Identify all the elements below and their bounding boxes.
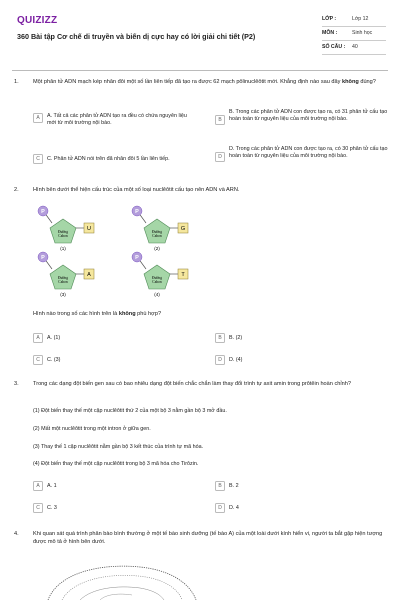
- nucleotide-1: [36, 205, 106, 255]
- option-a[interactable]: [33, 333, 60, 343]
- option-text: C. Phân tử ADN nói trên đã nhân đôi 5 lần liên tiếp.: [47, 156, 170, 162]
- option-letter-box: B: [215, 115, 225, 125]
- option-text: D. (4): [229, 357, 243, 363]
- document-meta: [322, 13, 386, 55]
- question-text-part: đúng?: [358, 79, 376, 85]
- nucleotide-diagram: [130, 251, 200, 297]
- document-title: 360 Bài tập Cơ chế di truyền và biến dị cực hay có lời giải chi tiết (P2): [17, 32, 256, 41]
- nucleotide-caption: (2): [154, 246, 160, 251]
- option-b[interactable]: [215, 333, 242, 343]
- option-c[interactable]: [33, 154, 213, 164]
- statement-4: (4) Đột biến thay thế một cặp nuclêôtit trong bộ 3 mã hóa cho Tirôzin.: [33, 461, 199, 467]
- nitrogen-base-label: A: [87, 272, 91, 278]
- option-c[interactable]: [33, 503, 57, 513]
- nucleotide-caption: (3): [60, 292, 66, 297]
- sugar-label: Cabon: [152, 234, 162, 238]
- option-b[interactable]: [215, 481, 239, 491]
- option-text: A. Tất cả các phân tử ADN tạo ra đều có chứa nguyên liệu mới từ môi trường nội bào.: [47, 113, 187, 127]
- option-letter-box: A: [33, 113, 43, 123]
- option-letter-box: A: [33, 481, 43, 491]
- question-text: Hình bên dưới thể hiện cấu trúc của một số loại nuclêôtit cấu tạo nên ADN và ARN.: [33, 187, 240, 193]
- option-d[interactable]: [215, 146, 390, 162]
- question-number: 3.: [14, 381, 19, 387]
- meta-class-value: Lớp 12: [352, 15, 369, 22]
- cell-division-figure: [40, 563, 200, 600]
- header-divider: [12, 70, 388, 71]
- meta-class-label: LỚP :: [322, 15, 337, 22]
- option-text: B. (2): [229, 335, 243, 341]
- question-number: 4.: [14, 531, 19, 537]
- sugar-label: Cabon: [58, 234, 68, 238]
- nitrogen-base-label: U: [87, 226, 91, 232]
- statement-1: (1) Đột biến thay thế một cặp nuclêôtit thứ 2 của một bộ 3 nằm gần bộ 3 mở đầu.: [33, 408, 227, 414]
- sugar-label: Cabon: [58, 280, 68, 284]
- document-header: [0, 0, 400, 64]
- question-text-emphasis: không: [342, 79, 359, 85]
- option-letter-box: C: [33, 355, 43, 365]
- phosphate-label: P: [135, 209, 139, 215]
- meta-count-value: 40: [352, 43, 358, 50]
- option-text: D. Trong các phân tử ADN con được tạo ra, có 30 phân tử cấu tạo hoàn toàn từ nguyên liệu của môi trường nội bào.: [229, 146, 388, 160]
- option-text: D. 4: [229, 505, 239, 511]
- option-letter-box: D: [215, 152, 225, 162]
- sugar-label: Đường: [57, 276, 69, 280]
- sugar-label: Đường: [151, 276, 163, 280]
- option-d[interactable]: [215, 355, 242, 365]
- nitrogen-base-label: G: [180, 226, 186, 232]
- meta-subject-label: MÔN :: [322, 29, 338, 36]
- option-letter-box: C: [33, 503, 43, 513]
- nucleotide-diagram: [130, 205, 200, 251]
- option-text: A. (1): [47, 335, 61, 341]
- phosphate-label: P: [41, 255, 45, 261]
- option-text: B. Trong các phân tử ADN con được tạo ra, có 31 phân tử cấu tạo hoàn toàn từ nguyên liệu của môi trường nội bào.: [229, 109, 388, 123]
- meta-class: [322, 13, 386, 27]
- meta-count: [322, 41, 386, 55]
- question-text: [33, 79, 388, 87]
- statement-2: (2) Mất một nuclêôtit trong một intron ở giữa gen.: [33, 426, 151, 432]
- nucleotide-caption: (4): [154, 292, 160, 297]
- phosphate-label: P: [135, 255, 139, 261]
- option-letter-box: D: [215, 503, 225, 513]
- meta-count-label: SỐ CÂU :: [322, 43, 346, 50]
- option-b[interactable]: [215, 109, 390, 125]
- nucleotide-2: [130, 205, 200, 255]
- quizizz-logo: QUIZIZZ: [17, 15, 58, 26]
- question-text-part: Một phân tử ADN mạch kép nhân đôi một số lần liên tiếp đã tạo ra được 62 mạch pôlinuclêôtit mới. Khẳng định nào sau đây: [33, 79, 342, 85]
- sugar-label: Cabon: [152, 280, 162, 284]
- option-letter-box: B: [215, 333, 225, 343]
- nucleotide-4: [130, 251, 200, 301]
- option-letter-box: A: [33, 333, 43, 343]
- question-number: 1.: [14, 79, 19, 85]
- option-a[interactable]: [33, 481, 57, 491]
- sugar-label: Đường: [151, 230, 163, 234]
- nitrogen-base-label: T: [181, 272, 185, 278]
- meta-subject-value: Sinh học: [352, 29, 373, 36]
- option-d[interactable]: [215, 503, 239, 513]
- question-text-part: Hình nào trong số các hình trên là: [33, 311, 119, 317]
- option-text: C. 3: [47, 505, 57, 511]
- option-letter-box: C: [33, 154, 43, 164]
- question-prompt: [33, 311, 393, 319]
- option-letter-box: B: [215, 481, 225, 491]
- nucleotide-caption: (1): [60, 246, 66, 251]
- sugar-label: Đường: [57, 230, 69, 234]
- statement-3: (3) Thay thế 1 cặp nuclêôtit nằm gần bộ 3 kết thúc của trình tự mã hóa.: [33, 444, 204, 450]
- meta-subject: [322, 27, 386, 41]
- question-text: Trong các dạng đột biến gen sau có bao nhiêu dạng đột biến chắc chắn làm thay đổi trình tự axit amin trong prôtêin hoàn chỉnh?: [33, 381, 351, 387]
- question-text-part: phù hợp?: [135, 311, 162, 317]
- question-number: 2.: [14, 187, 19, 193]
- nucleotide-diagram: [36, 251, 106, 297]
- option-letter-box: D: [215, 355, 225, 365]
- option-text: A. 1: [47, 483, 57, 489]
- nucleotide-diagram: [36, 205, 106, 251]
- option-a[interactable]: [33, 113, 198, 128]
- question-text: Khi quan sát quá trình phân bào bình thường ở một tế bào sinh dưỡng (tế bào A) của một loài dưới kính hiển vi, người ta bắt gặp hiện tượng được mô tả ở hình bên dưới.: [33, 531, 383, 545]
- phosphate-label: P: [41, 209, 45, 215]
- option-text: C. (3): [47, 357, 61, 363]
- option-text: B. 2: [229, 483, 239, 489]
- option-c[interactable]: [33, 355, 60, 365]
- nucleotide-3: [36, 251, 106, 301]
- question-text-emphasis: không: [118, 311, 136, 317]
